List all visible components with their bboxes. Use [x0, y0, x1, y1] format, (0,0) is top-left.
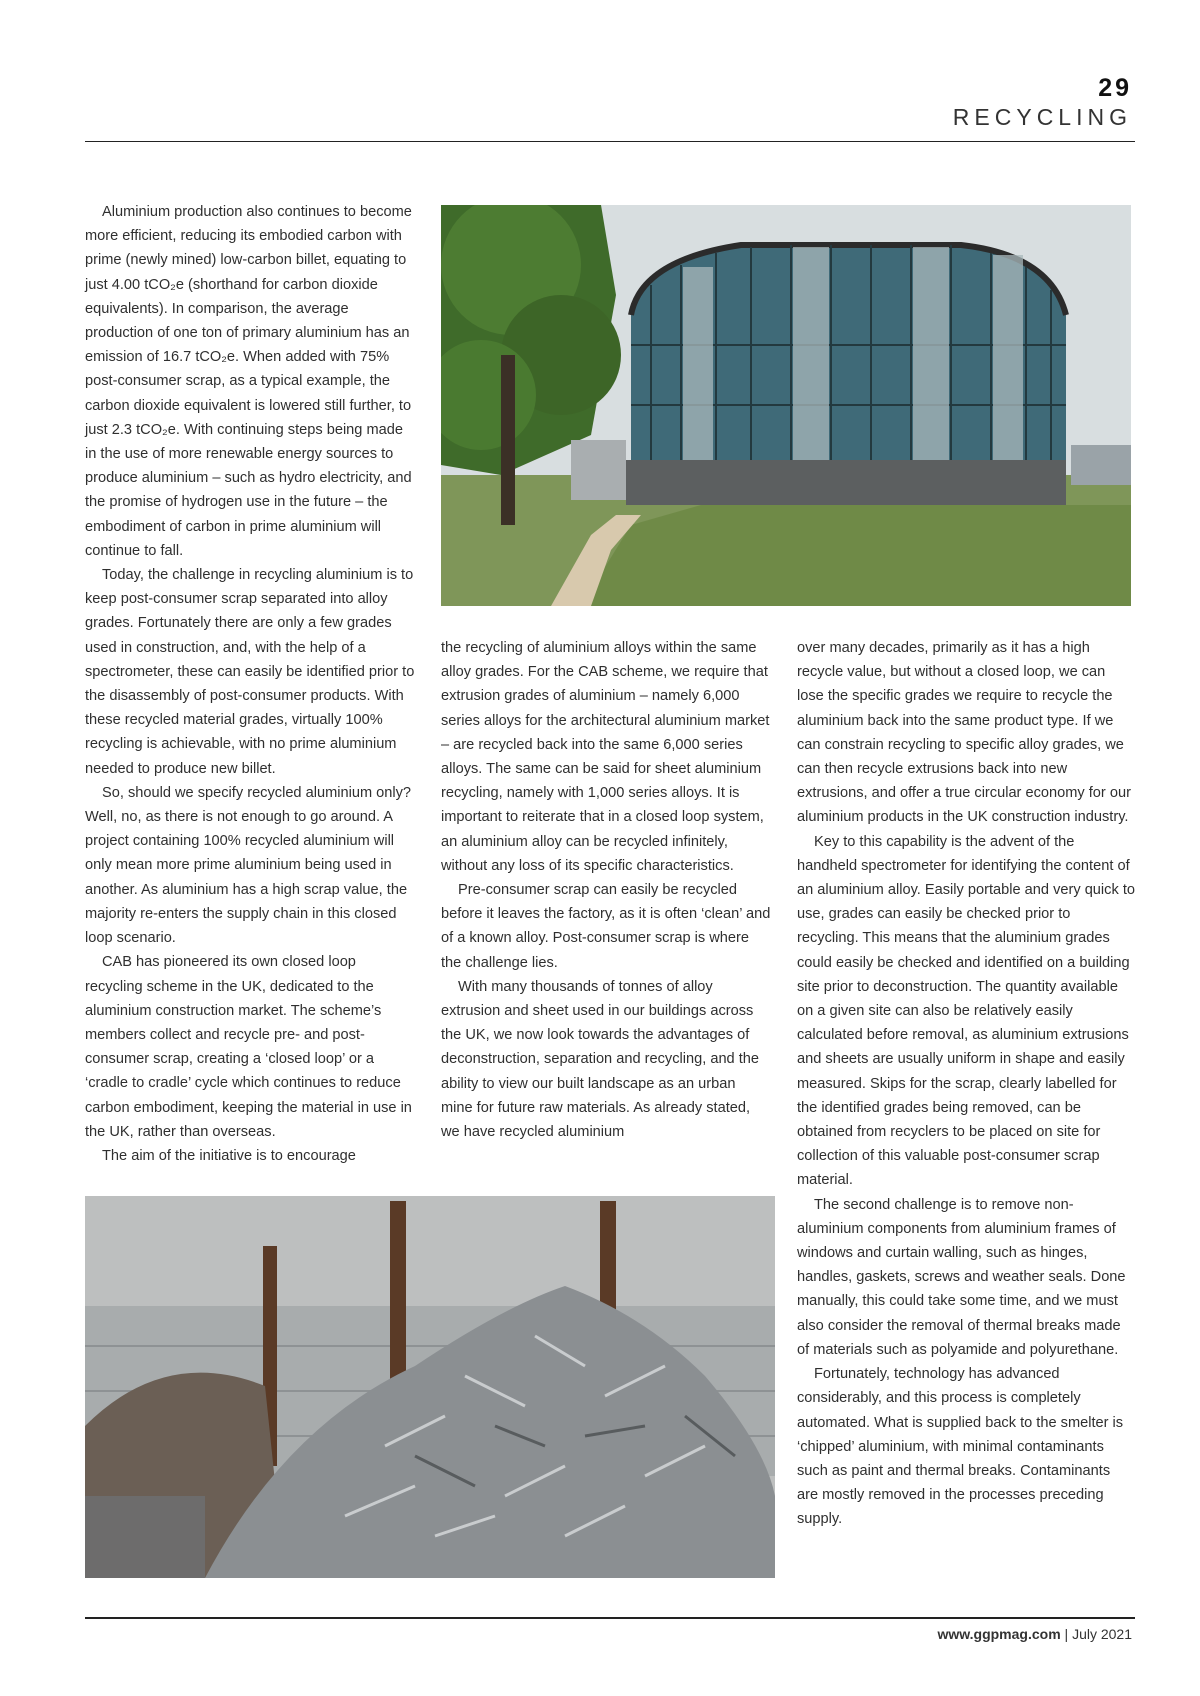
section-title: RECYCLING [952, 104, 1132, 130]
text-column-1 [85, 200, 415, 1168]
paragraph: Pre-consumer scrap can easily be recycled before it leaves the factory, as it is often ‘clean’ and of a known alloy. Post-consumer scrap is where the challenge lies. [441, 882, 771, 971]
header-rule [85, 141, 1135, 142]
paragraph: So, should we specify recycled aluminium only? Well, no, as there is not enough to go around. A project containing 100% recycled aluminium will only mean more prime aluminium being used in another. As aluminium has a high scrap value, the majority re-enters the supply chain in this closed loop scenario. [85, 784, 412, 947]
paragraph: CAB has pioneered its own closed loop recycling scheme in the UK, dedicated to the aluminium construction market. The scheme’s members collect and recycle pre- and post-consumer scrap, creating a ‘closed loop’ or a ‘cradle to cradle’ cycle which continues to reduce carbon embodiment, keeping the material in use in the UK, rather than overseas. [85, 954, 412, 1140]
paragraph: the recycling of aluminium alloys within the same alloy grades. For the CAB scheme, we require that extrusion grades of aluminium – namely 6,000 series alloys for the architectural aluminium market – are recycled back into the same 6,000 series alloys. The same can be said for sheet aluminium recycling, namely with 1,000 series alloys. It is important to reiterate that in a closed loop system, an aluminium alloy can be recycled infinitely, without any loss of its specific characteristics. [441, 640, 770, 874]
footer [937, 1626, 1132, 1642]
paragraph: The second challenge is to remove non-aluminium components from aluminium frames of windows and curtain walling, such as hinges, handles, gaskets, screws and weather seals. Done manually, this could take some time, and we must also consider the removal of thermal breaks made of materials such as polyamide and polyurethane. [797, 1196, 1126, 1358]
paragraph: Today, the challenge in recycling aluminium is to keep post-consumer scrap separated into alloy grades. Fortunately there are only a few grades used in construction, and, with the help of a spectrometer, these can easily be identified prior to the disassembly of post-consumer products. With these recycled material grades, virtually 100% recycling is achievable, with no prime aluminium needed to produce new billet. [85, 567, 415, 777]
paragraph: Fortunately, technology has advanced considerably, and this process is completely automated. What is supplied back to the smelter is ‘chipped’ aluminium, with minimal contaminants such as paint and thermal breaks. Contaminants are mostly removed in the processes preceding supply. [797, 1366, 1124, 1528]
paragraph: over many decades, primarily as it has a high recycle value, but without a closed loop, we can lose the specific grades we require to recycle the aluminium back into the same product type. If we can constrain recycling to specific alloy grades, we can then recycle extrusions back into new extrusions, and offer a true circular economy for our aluminium products in the UK construction industry. [797, 640, 1131, 826]
footer-rule [85, 1617, 1135, 1619]
paragraph: Key to this capability is the advent of the handheld spectrometer for identifying the content of an aluminium alloy. Easily portable and very quick to use, grades can easily be checked prior to recycling. This means that the aluminium grades could easily be checked and identified on a building site prior to deconstruction. The quantity available on a given site can also be relatively easily calculated before removal, as aluminium extrusions and sheets are usually uniform in shape and easily measured. Skips for the scrap, clearly labelled for the identified grades being removed, can be obtained from recyclers to be placed on site for collection of this valuable post-consumer scrap material. [797, 833, 1135, 1189]
building-photo [441, 205, 1131, 606]
page-number: 29 [1098, 74, 1132, 102]
text-column-3 [797, 636, 1135, 1532]
paragraph: Aluminium production also continues to become more efficient, reducing its embodied carbon with prime (newly mined) low-carbon billet, equating to just 4.00 tCO₂e (shorthand for carbon dioxide equivalents). In comparison, the average production of one ton of primary aluminium has an emission of 16.7 tCO₂e. When added with 75% post-consumer scrap, as a typical example, the carbon dioxide equivalent is lowered still further, to just 2.3 tCO₂e. With continuing steps being made in the use of more renewable energy sources to produce aluminium – such as hydro electricity, and the promise of hydrogen use in the future – the embodiment of carbon in prime aluminium will continue to fall. [85, 204, 412, 559]
paragraph: With many thousands of tonnes of alloy extrusion and sheet used in our buildings across the UK, we now look towards the advantages of deconstruction, separation and recycling, and the ability to view our built landscape as an urban mine for future raw materials. As already stated, we have recycled aluminium [441, 978, 760, 1141]
footer-separator: | [1064, 1626, 1069, 1642]
footer-url[interactable]: www.ggpmag.com [937, 1626, 1061, 1642]
text-column-2 [441, 636, 771, 1144]
footer-date: July 2021 [1072, 1626, 1132, 1642]
paragraph: The aim of the initiative is to encourage [102, 1147, 356, 1164]
scrap-photo [85, 1196, 775, 1578]
